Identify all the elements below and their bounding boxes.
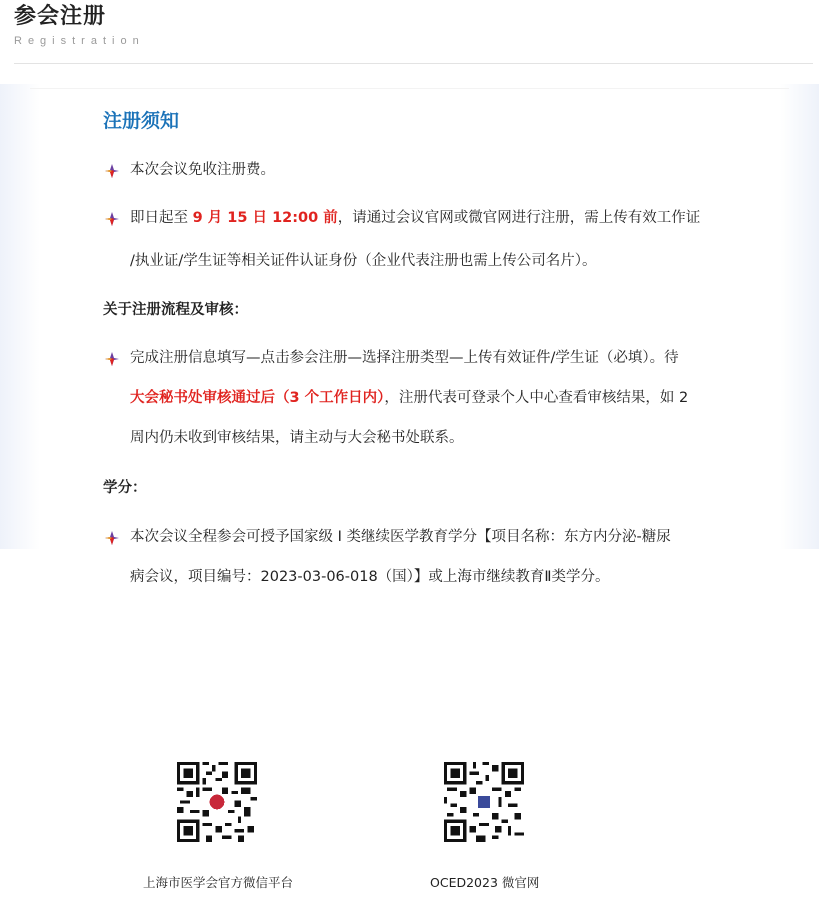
qr-caption-microsite: OCED2023 微官网 bbox=[430, 875, 540, 890]
process-heading: 关于注册流程及审核： bbox=[103, 302, 248, 318]
bullet-icon bbox=[104, 530, 120, 546]
credits-line2: 病会议，项目编号：2023-03-06-018（国）】或上海市继续教育Ⅱ类学分。 bbox=[130, 569, 610, 585]
bullet-icon bbox=[104, 351, 120, 367]
deadline-date: 9 月 15 日 12:00 前 bbox=[192, 210, 338, 226]
header-divider bbox=[14, 63, 813, 64]
qr-code-icon bbox=[177, 762, 257, 842]
qr-caption-wechat: 上海市医学会官方微信平台 bbox=[143, 875, 294, 890]
qr-code-icon bbox=[444, 762, 524, 842]
process-step-line3: 周内仍未收到审核结果，请主动与大会秘书处联系。 bbox=[130, 430, 464, 446]
panel-divider bbox=[30, 88, 789, 89]
page-subtitle: Registration bbox=[14, 35, 145, 47]
bullet-icon bbox=[104, 211, 120, 227]
credits-heading: 学分： bbox=[103, 480, 147, 496]
process-step-line1: 完成注册信息填写—点击参会注册—选择注册类型—上传有效证件/学生证（必填）。待 bbox=[130, 350, 679, 366]
page-title: 参会注册 bbox=[14, 4, 107, 29]
notice-item-free: 本次会议免收注册费。 bbox=[130, 162, 275, 178]
notice-item-deadline-cont: /执业证/学生证等相关证件认证身份（企业代表注册也需上传公司名片）。 bbox=[130, 253, 597, 269]
registration-notice-heading: 注册须知 bbox=[103, 110, 180, 132]
review-highlight: 大会秘书处审核通过后（3 个工作日内） bbox=[130, 390, 385, 406]
process-step-line2 bbox=[130, 388, 688, 408]
review-suffix: ，注册代表可登录个人中心查看审核结果，如 2 bbox=[384, 390, 689, 406]
page-header bbox=[14, 2, 145, 49]
deadline-suffix: ，请通过会议官网或微官网进行注册，需上传有效工作证 bbox=[337, 210, 701, 226]
notice-item-deadline bbox=[130, 208, 700, 228]
bullet-icon bbox=[104, 163, 120, 179]
credits-line1: 本次会议全程参会可授予国家级 I 类继续医学教育学分【项目名称：东方内分泌-糖尿 bbox=[130, 529, 671, 545]
deadline-prefix: 即日起至 bbox=[130, 210, 193, 226]
